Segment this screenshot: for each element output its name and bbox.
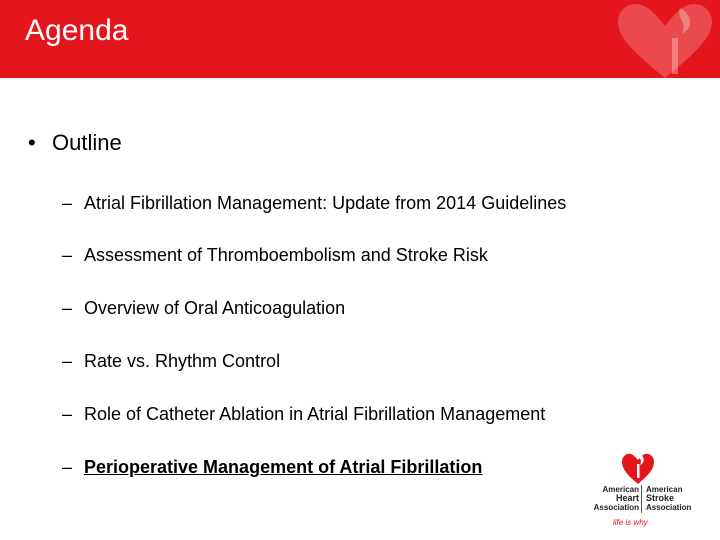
agenda-item-text: Rate vs. Rhythm Control bbox=[84, 351, 281, 371]
agenda-item-text: Overview of Oral Anticoagulation bbox=[84, 298, 346, 318]
heart-org-line: American bbox=[602, 485, 639, 494]
dash: – bbox=[62, 404, 73, 424]
agenda-item-6[interactable] bbox=[62, 457, 482, 478]
title-bar bbox=[0, 0, 720, 78]
heart-torch-icon bbox=[621, 452, 655, 484]
outline-label: Outline bbox=[52, 130, 122, 155]
heart-org-line: Heart bbox=[615, 493, 639, 503]
stroke-org-line: Association bbox=[646, 503, 692, 512]
dash: – bbox=[62, 457, 73, 477]
dash: – bbox=[62, 351, 73, 371]
stroke-org-line: American bbox=[646, 485, 683, 494]
stroke-org-line: Stroke bbox=[646, 493, 675, 503]
agenda-item-link[interactable]: Perioperative Management of Atrial Fibrillation bbox=[84, 457, 483, 477]
bullet-dot: • bbox=[28, 130, 36, 155]
logo-tagline: life is why bbox=[613, 518, 648, 527]
agenda-item-4 bbox=[62, 351, 280, 372]
dash: – bbox=[62, 245, 73, 265]
heart-torch-watermark-icon bbox=[610, 0, 720, 78]
dash: – bbox=[62, 298, 73, 318]
agenda-item-text: Assessment of Thromboembolism and Stroke Risk bbox=[84, 245, 488, 265]
agenda-item-2 bbox=[62, 245, 488, 266]
agenda-item-text: Role of Catheter Ablation in Atrial Fibrillation Management bbox=[84, 404, 546, 424]
dash: – bbox=[62, 193, 73, 213]
agenda-item-3 bbox=[62, 298, 345, 319]
agenda-item-5 bbox=[62, 404, 545, 425]
agenda-item-text: Atrial Fibrillation Management: Update from 2014 Guidelines bbox=[84, 193, 567, 213]
heart-org-line: Association bbox=[593, 503, 639, 512]
aha-asa-logo bbox=[583, 452, 703, 532]
slide-title: Agenda bbox=[25, 14, 129, 47]
outline-bullet bbox=[28, 130, 122, 156]
logo-divider bbox=[641, 485, 642, 513]
agenda-item-1 bbox=[62, 193, 566, 214]
